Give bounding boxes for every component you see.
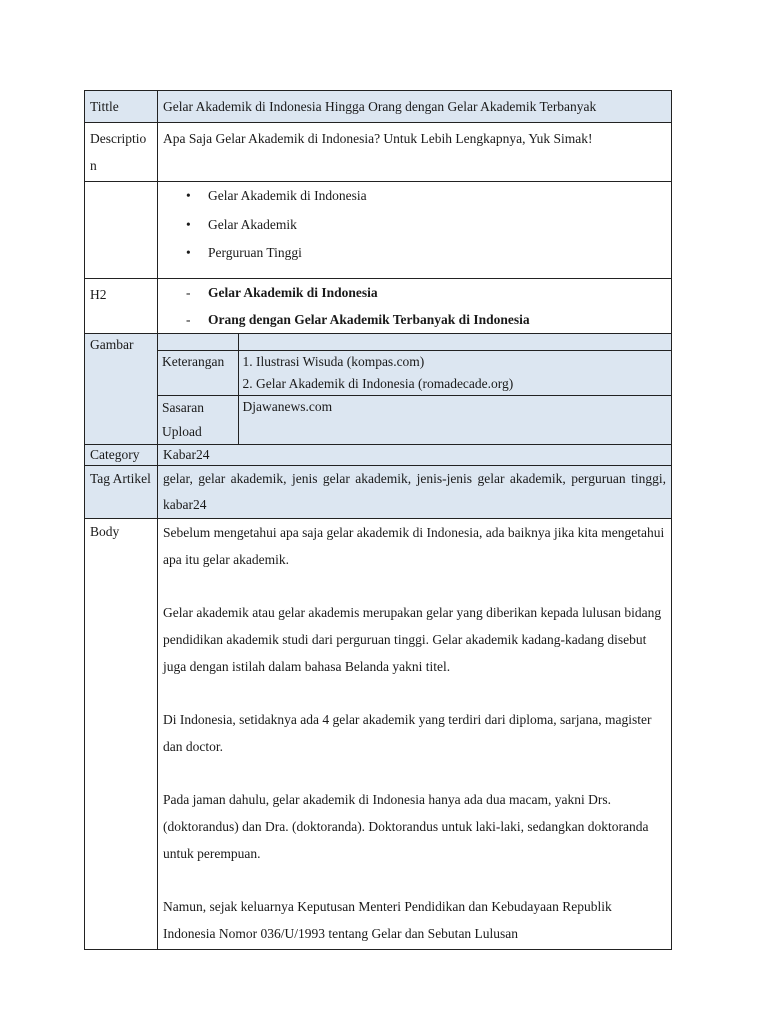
body-row [85, 518, 672, 949]
gambar-blank-cell [238, 334, 671, 351]
gambar-details [158, 333, 672, 444]
sasaran-row [158, 395, 671, 444]
h2-row [85, 278, 672, 333]
keterangan-value [238, 350, 671, 395]
gambar-row [85, 333, 672, 444]
keywords-list [163, 182, 666, 276]
body-paragraph: Namun, sejak keluarnya Keputusan Menteri Pendidikan dan Kebudayaan Republik Indonesia Nomor 036/U/1993 tentang Gelar dan Sebutan Lulusan [163, 898, 612, 941]
body-paragraph: Gelar akademik atau gelar akademis merupakan gelar yang diberikan kepada lulusan bidang pendidikan akademik studi dari perguruan tinggi. Gelar akademik kadang-kadang disebut juga dengan istilah dalam bahasa Belanda yakni titel. [163, 604, 662, 674]
keterangan-label: Keterangan [158, 350, 238, 395]
keywords-cell [158, 182, 672, 279]
sasaran-label: Sasaran Upload [158, 395, 238, 444]
tag-label: Tag Artikel [85, 465, 158, 518]
body-label: Body [85, 518, 158, 949]
body-paragraph: Sebelum mengetahui apa saja gelar akademik di Indonesia, ada baiknya jika kita mengetahui apa itu gelar akademik. [163, 524, 665, 567]
h2-cell [158, 278, 672, 333]
gambar-blank-cell [158, 334, 238, 351]
description-label: Descriptio n [85, 123, 158, 182]
keyword-item: • Perguruan Tinggi [208, 239, 666, 268]
keterangan-line: 2. Gelar Akademik di Indonesia (romadecade.org) [242, 375, 514, 391]
keterangan-row [158, 350, 671, 395]
keyword-item: • Gelar Akademik [208, 211, 666, 240]
title-row [85, 91, 672, 123]
gambar-inner-table [158, 334, 671, 444]
keywords-label [85, 182, 158, 279]
body-paragraph: Pada jaman dahulu, gelar akademik di Indonesia hanya ada dua macam, yakni Drs. (doktorandus) dan Dra. (doktoranda). Doktorandus untuk laki-laki, sedangkan doktoranda untuk perempuan. [163, 791, 649, 861]
keywords-row [85, 182, 672, 279]
category-value: Kabar24 [158, 444, 672, 465]
title-value: Gelar Akademik di Indonesia Hingga Orang dengan Gelar Akademik Terbanyak [158, 91, 672, 123]
h2-item: - Orang dengan Gelar Akademik Terbanyak di Indonesia [208, 306, 666, 333]
h2-list [163, 279, 666, 333]
tag-value: gelar, gelar akademik, jenis gelar akademik, jenis-jenis gelar akademik, perguruan tinggi, kabar24 [158, 465, 672, 518]
category-label: Category [85, 444, 158, 465]
gambar-blank-row [158, 334, 671, 351]
article-brief-table [84, 90, 672, 950]
sasaran-value: Djawanews.com [238, 395, 671, 444]
gambar-label: Gambar [85, 333, 158, 444]
category-row [85, 444, 672, 465]
tag-row [85, 465, 672, 518]
keterangan-line: 1. Ilustrasi Wisuda (kompas.com) [242, 353, 425, 369]
h2-item: - Gelar Akademik di Indonesia [208, 279, 666, 306]
h2-label: H2 [85, 278, 158, 333]
body-paragraph: Di Indonesia, setidaknya ada 4 gelar akademik yang terdiri dari diploma, sarjana, magister dan doctor. [163, 711, 652, 754]
body-content [158, 518, 672, 949]
description-value: Apa Saja Gelar Akademik di Indonesia? Untuk Lebih Lengkapnya, Yuk Simak! [158, 123, 672, 182]
title-label: Tittle [85, 91, 158, 123]
keyword-item: • Gelar Akademik di Indonesia [208, 182, 666, 211]
description-row [85, 123, 672, 182]
